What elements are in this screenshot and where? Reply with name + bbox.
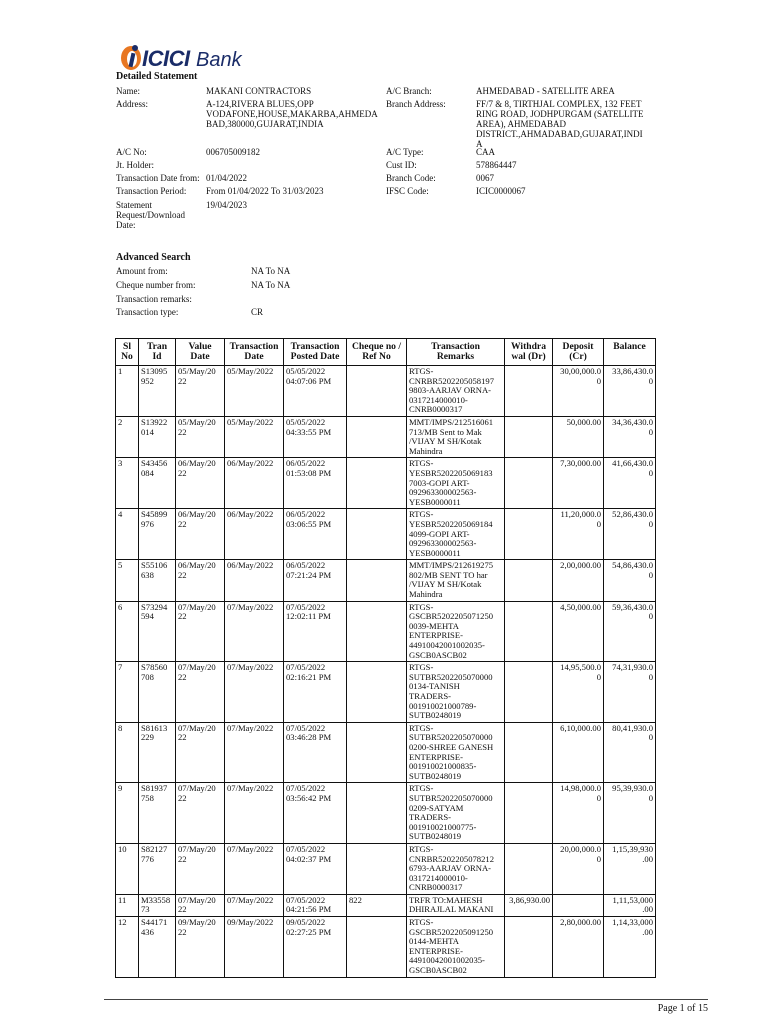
- cell-remarks: RTGS- GSCBR5202205071250 0039-MEHTA ENTERPRISE- 44910042001002035- GSCB0ASCB02: [407, 601, 505, 662]
- cheque-number-label: Cheque number from:: [116, 280, 196, 290]
- cell-tran-id: S81613 229: [139, 722, 176, 783]
- cell-value-date: 07/May/20 22: [176, 722, 225, 783]
- cell-cheque-ref: [347, 783, 407, 844]
- cell-withdrawal: [505, 783, 553, 844]
- transaction-date-from-value: 01/04/2022: [206, 173, 248, 183]
- logo-text-icici: ICICI: [142, 46, 190, 71]
- cell-cheque-ref: [347, 601, 407, 662]
- cell-tran-id: S55106 638: [139, 560, 176, 601]
- cell-transaction-date: 05/May/2022: [225, 416, 284, 457]
- cell-transaction-date: 09/May/2022: [225, 917, 284, 978]
- cell-deposit: 2,00,000.00: [553, 560, 604, 601]
- address-label: Address:: [116, 99, 148, 109]
- transactions-table: [115, 338, 656, 978]
- table-row: [116, 662, 656, 723]
- account-number-value: 006705009182: [206, 147, 260, 157]
- cell-remarks: MMT/IMPS/212619275 802/MB SENT TO har /VIJAY M SH/Kotak Mahindra: [407, 560, 505, 601]
- branch-value: AHMEDABAD - SATELLITE AREA: [476, 86, 615, 96]
- cell-value-date: 07/May/20 22: [176, 843, 225, 894]
- cell-posted-date: 06/05/2022 03:06:55 PM: [284, 509, 347, 560]
- cell-remarks: RTGS- SUTBR5202205070000 0134-TANISH TRADERS- 001910021000789- SUTB0248019: [407, 662, 505, 723]
- cell-remarks: RTGS- YESBR5202205069184 4099-GOPI ART- 092963300002563- YESB0000011: [407, 509, 505, 560]
- cell-tran-id: S13922 014: [139, 416, 176, 457]
- cell-tran-id: S45899 976: [139, 509, 176, 560]
- cell-value-date: 05/May/20 22: [176, 366, 225, 417]
- cell-balance: 80,41,930.0 0: [604, 722, 656, 783]
- transaction-type-label: Transaction type:: [116, 307, 179, 317]
- cell-transaction-date: 07/May/2022: [225, 601, 284, 662]
- cell-remarks: RTGS- SUTBR5202205070000 0209-SATYAM TRADERS- 001910021000775- SUTB0248019: [407, 783, 505, 844]
- cell-deposit: 6,10,000.00: [553, 722, 604, 783]
- cell-posted-date: 07/05/2022 02:16:21 PM: [284, 662, 347, 723]
- cell-value-date: 06/May/20 22: [176, 458, 225, 509]
- cell-deposit: 11,20,000.0 0: [553, 509, 604, 560]
- transaction-period-label: Transaction Period:: [116, 186, 187, 196]
- cell-cheque-ref: [347, 366, 407, 417]
- branch-label: A/C Branch:: [386, 86, 432, 96]
- account-type-value: CAA: [476, 147, 496, 157]
- cell-cheque-ref: [347, 722, 407, 783]
- cell-cheque-ref: [347, 917, 407, 978]
- cell-balance: 59,36,430.0 0: [604, 601, 656, 662]
- col-header-balance: Balance: [604, 339, 656, 366]
- cell-cheque-ref: 822: [347, 894, 407, 916]
- cell-sl-no: 5: [116, 560, 139, 601]
- table-row: [116, 458, 656, 509]
- amount-from-label: Amount from:: [116, 266, 168, 276]
- cell-sl-no: 10: [116, 843, 139, 894]
- branch-address-value: FF/7 & 8, TIRTHJAL COMPLEX, 132 FEET RING ROAD, JODHPURGAM (SATELLITE AREA), AHMEDABAD DISTRICT.,AHMADABAD,GUJARAT,INDI A: [476, 99, 644, 149]
- cell-balance: 1,14,33,000 .00: [604, 917, 656, 978]
- col-header-posted-date: Transaction Posted Date: [284, 339, 347, 366]
- cell-deposit: 14,98,000.0 0: [553, 783, 604, 844]
- col-header-tran-id: Tran Id: [139, 339, 176, 366]
- branch-address-label: Branch Address:: [386, 99, 446, 109]
- cell-posted-date: 07/05/2022 04:21:56 PM: [284, 894, 347, 916]
- cell-sl-no: 4: [116, 509, 139, 560]
- name-label: Name:: [116, 86, 140, 96]
- cell-withdrawal: [505, 509, 553, 560]
- cell-remarks: RTGS- SUTBR5202205070000 0200-SHREE GANESH ENTERPRISE- 001910021000835- SUTB0248019: [407, 722, 505, 783]
- footer-divider: [104, 999, 708, 1000]
- statement-title: Detailed Statement: [116, 71, 198, 82]
- col-header-sl-no: Sl No: [116, 339, 139, 366]
- col-header-transaction-date: Transaction Date: [225, 339, 284, 366]
- col-header-withdrawal: Withdra wal (Dr): [505, 339, 553, 366]
- cell-balance: 34,36,430.0 0: [604, 416, 656, 457]
- cell-withdrawal: [505, 366, 553, 417]
- cell-tran-id: S13095 952: [139, 366, 176, 417]
- cell-remarks: RTGS- CNRBR5202205078212 6793-AARJAV ORNA- 0317214000010- CNRB0000317: [407, 843, 505, 894]
- cell-deposit: 4,50,000.00: [553, 601, 604, 662]
- cell-remarks: RTGS- CNRBR5202205058197 9803-AARJAV ORNA- 0317214000010- CNRB0000317: [407, 366, 505, 417]
- table-row: [116, 416, 656, 457]
- cell-transaction-date: 05/May/2022: [225, 366, 284, 417]
- ifsc-code-value: ICIC0000067: [476, 186, 526, 196]
- cell-deposit: 7,30,000.00: [553, 458, 604, 509]
- cell-withdrawal: [505, 843, 553, 894]
- cell-withdrawal: [505, 662, 553, 723]
- cell-posted-date: 05/05/2022 04:07:06 PM: [284, 366, 347, 417]
- bank-logo: [118, 42, 258, 72]
- amount-from-value: NA To NA: [251, 266, 291, 276]
- cell-posted-date: 09/05/2022 02:27:25 PM: [284, 917, 347, 978]
- cell-balance: 1,15,39,930 .00: [604, 843, 656, 894]
- cell-sl-no: 9: [116, 783, 139, 844]
- cell-balance: 52,86,430.0 0: [604, 509, 656, 560]
- address-value: A-124,RIVERA BLUES,OPP VODAFONE,HOUSE,MAKARBA,AHMEDA BAD,380000,GUJARAT,INDIA: [206, 99, 378, 129]
- logo-text-bank: Bank: [196, 49, 242, 71]
- cell-value-date: 07/May/20 22: [176, 662, 225, 723]
- cell-transaction-date: 06/May/2022: [225, 560, 284, 601]
- cell-deposit: 30,00,000.0 0: [553, 366, 604, 417]
- advanced-search-title: Advanced Search: [116, 252, 191, 263]
- cell-tran-id: S81937 758: [139, 783, 176, 844]
- table-row: [116, 722, 656, 783]
- cell-deposit: 14,95,500.0 0: [553, 662, 604, 723]
- statement-date-label: Statement Request/Download Date:: [116, 200, 185, 230]
- cell-value-date: 05/May/20 22: [176, 416, 225, 457]
- table-row: [116, 894, 656, 916]
- cell-remarks: RTGS- GSCBR5202205091250 0144-MEHTA ENTERPRISE- 44910042001002035- GSCB0ASCB02: [407, 917, 505, 978]
- cell-cheque-ref: [347, 509, 407, 560]
- cell-transaction-date: 07/May/2022: [225, 843, 284, 894]
- cheque-number-value: NA To NA: [251, 280, 291, 290]
- ifsc-code-label: IFSC Code:: [386, 186, 429, 196]
- cell-posted-date: 07/05/2022 03:56:42 PM: [284, 783, 347, 844]
- cell-cheque-ref: [347, 662, 407, 723]
- cell-transaction-date: 07/May/2022: [225, 722, 284, 783]
- cell-value-date: 07/May/20 22: [176, 601, 225, 662]
- cell-tran-id: S44171 436: [139, 917, 176, 978]
- cell-balance: 54,86,430.0 0: [604, 560, 656, 601]
- cell-sl-no: 8: [116, 722, 139, 783]
- cell-deposit: [553, 894, 604, 916]
- cell-posted-date: 06/05/2022 07:21:24 PM: [284, 560, 347, 601]
- name-value: MAKANI CONTRACTORS: [206, 86, 312, 96]
- cell-balance: 74,31,930.0 0: [604, 662, 656, 723]
- cell-withdrawal: [505, 917, 553, 978]
- cell-balance: 33,86,430.0 0: [604, 366, 656, 417]
- transaction-date-from-label: Transaction Date from:: [116, 173, 200, 183]
- cell-balance: 95,39,930.0 0: [604, 783, 656, 844]
- cell-sl-no: 2: [116, 416, 139, 457]
- cell-transaction-date: 06/May/2022: [225, 458, 284, 509]
- cell-balance: 1,11,53,000 .00: [604, 894, 656, 916]
- cell-transaction-date: 06/May/2022: [225, 509, 284, 560]
- cell-remarks: TRFR TO:MAHESH DHIRAJLAL MAKANI: [407, 894, 505, 916]
- cell-tran-id: S73294 594: [139, 601, 176, 662]
- branch-code-label: Branch Code:: [386, 173, 436, 183]
- cell-transaction-date: 07/May/2022: [225, 894, 284, 916]
- transaction-remarks-label: Transaction remarks:: [116, 294, 192, 304]
- branch-code-value: 0067: [476, 173, 494, 183]
- cell-tran-id: S43456 084: [139, 458, 176, 509]
- cell-withdrawal: [505, 560, 553, 601]
- cell-deposit: 20,00,000.0 0: [553, 843, 604, 894]
- cell-sl-no: 6: [116, 601, 139, 662]
- table-row: [116, 509, 656, 560]
- cell-value-date: 06/May/20 22: [176, 560, 225, 601]
- table-row: [116, 783, 656, 844]
- cell-tran-id: S82127 776: [139, 843, 176, 894]
- cell-withdrawal: [505, 458, 553, 509]
- cell-value-date: 06/May/20 22: [176, 509, 225, 560]
- cell-value-date: 07/May/20 22: [176, 894, 225, 916]
- page-number: Page 1 of 15: [657, 1003, 708, 1014]
- cell-remarks: MMT/IMPS/212516061 713/MB Sent to Mak /VIJAY M SH/Kotak Mahindra: [407, 416, 505, 457]
- cell-sl-no: 1: [116, 366, 139, 417]
- cell-transaction-date: 07/May/2022: [225, 662, 284, 723]
- col-header-cheque-ref: Cheque no / Ref No: [347, 339, 407, 366]
- table-header-row: [116, 339, 656, 366]
- statement-date-value: 19/04/2023: [206, 200, 248, 210]
- cell-sl-no: 3: [116, 458, 139, 509]
- table-row: [116, 917, 656, 978]
- cell-balance: 41,66,430.0 0: [604, 458, 656, 509]
- cell-deposit: 2,80,000.00: [553, 917, 604, 978]
- table-row: [116, 843, 656, 894]
- col-header-value-date: Value Date: [176, 339, 225, 366]
- cell-withdrawal: [505, 722, 553, 783]
- table-row: [116, 366, 656, 417]
- joint-holder-label: Jt. Holder:: [116, 160, 154, 170]
- cell-posted-date: 07/05/2022 12:02:11 PM: [284, 601, 347, 662]
- cust-id-value: 578864447: [476, 160, 517, 170]
- cell-posted-date: 05/05/2022 04:33:55 PM: [284, 416, 347, 457]
- cell-value-date: 07/May/20 22: [176, 783, 225, 844]
- cell-posted-date: 07/05/2022 04:02:37 PM: [284, 843, 347, 894]
- cell-cheque-ref: [347, 843, 407, 894]
- account-type-label: A/C Type:: [386, 147, 424, 157]
- transaction-type-value: CR: [251, 307, 264, 317]
- col-header-deposit: Deposit (Cr): [553, 339, 604, 366]
- cell-remarks: RTGS- YESBR5202205069183 7003-GOPI ART- 092963300002563- YESB0000011: [407, 458, 505, 509]
- cust-id-label: Cust ID:: [386, 160, 417, 170]
- table-row: [116, 601, 656, 662]
- transaction-period-value: From 01/04/2022 To 31/03/2023: [206, 186, 324, 196]
- cell-posted-date: 07/05/2022 03:46:28 PM: [284, 722, 347, 783]
- cell-cheque-ref: [347, 560, 407, 601]
- cell-cheque-ref: [347, 458, 407, 509]
- account-number-label: A/C No:: [116, 147, 147, 157]
- cell-withdrawal: [505, 416, 553, 457]
- cell-value-date: 09/May/20 22: [176, 917, 225, 978]
- cell-sl-no: 11: [116, 894, 139, 916]
- col-header-remarks: Transaction Remarks: [407, 339, 505, 366]
- cell-sl-no: 12: [116, 917, 139, 978]
- cell-deposit: 50,000.00: [553, 416, 604, 457]
- cell-cheque-ref: [347, 416, 407, 457]
- cell-withdrawal: [505, 601, 553, 662]
- cell-sl-no: 7: [116, 662, 139, 723]
- cell-tran-id: M33558 73: [139, 894, 176, 916]
- cell-transaction-date: 07/May/2022: [225, 783, 284, 844]
- table-row: [116, 560, 656, 601]
- cell-tran-id: S78560 708: [139, 662, 176, 723]
- transactions-body: [116, 366, 656, 978]
- cell-withdrawal: 3,86,930.00: [505, 894, 553, 916]
- cell-posted-date: 06/05/2022 01:53:08 PM: [284, 458, 347, 509]
